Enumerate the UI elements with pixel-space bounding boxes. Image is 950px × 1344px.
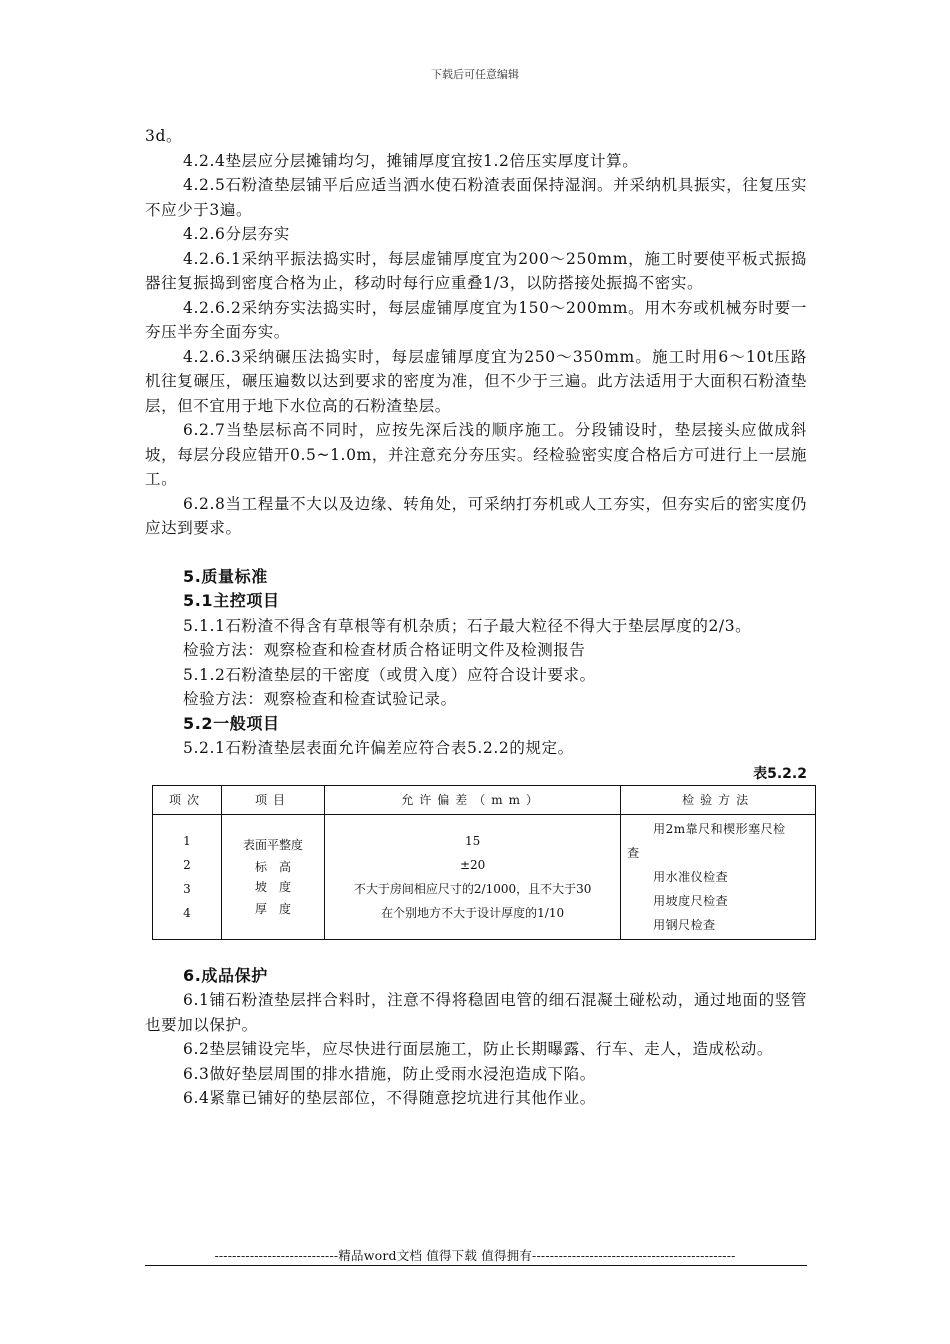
deviation-table	[152, 785, 816, 940]
subsection-heading-main: 5.1主控项目	[183, 591, 280, 610]
row-item: 标 高	[255, 859, 292, 874]
paragraph: 6.3做好垫层周围的排水措施，防止受雨水浸泡造成下陷。	[183, 1064, 596, 1083]
paragraph: 4.2.6.3采纳碾压法捣实时，每层虚铺厚度宜为250～350mm。施工时用6～10t压路机往复碾压，碾压遍数以达到要求的密度为准，但不少于三遍。此方法适用于大面积石粉渣垫层，但不宜用于地下水位高的石粉渣垫层。	[145, 347, 807, 415]
paragraph: 检验方法：观察检查和检查材质合格证明文件及检测报告	[183, 641, 586, 659]
paragraph: 检验方法：观察检查和检查试验记录。	[183, 690, 457, 708]
footer-divider	[145, 1265, 807, 1266]
row-deviation: 不大于房间相应尺寸的2/1000，且不大于30	[353, 881, 592, 896]
row-number: 4	[183, 905, 191, 920]
document-body	[145, 124, 807, 1111]
paragraph: 6.2垫层铺设完毕，应尽快进行面层施工，防止长期曝露、行车、走人，造成松动。	[183, 1040, 773, 1058]
paragraph: 5.1.1石粉渣不得含有草根等有机杂质；石子最大粒径不得大于垫层厚度的2/3。	[183, 616, 752, 635]
row-item: 表面平整度	[243, 837, 304, 852]
section-heading-protection: 6.成品保护	[183, 965, 268, 985]
row-method: 用钢尺检查	[653, 917, 716, 932]
paragraph: 4.2.4垫层应分层摊铺均匀，摊铺厚度宜按1.2倍压实厚度计算。	[183, 151, 639, 170]
paragraph: 4.2.6分层夯实	[183, 225, 290, 243]
table-row	[153, 814, 816, 939]
header-no: 项次	[153, 785, 222, 814]
row-number: 3	[183, 881, 191, 896]
section-heading-quality: 5.质量标准	[183, 566, 268, 586]
paragraph: 4.2.6.1采纳平振法捣实时，每层虚铺厚度宜为200～250mm，施工时要使平板式振捣器往复振捣到密度合格为止，移动时每行应重叠1/3，以防搭接处振捣不密实。	[145, 249, 807, 292]
row-deviation: 在个别地方不大于设计厚度的1/10	[381, 905, 565, 920]
header-item: 项目	[221, 785, 324, 814]
header-method: 检验方法	[621, 785, 816, 814]
row-item: 厚 度	[255, 901, 292, 916]
header-deviation: 允许偏差（mm）	[325, 785, 621, 814]
row-deviation: ±20	[459, 857, 486, 872]
spacer	[145, 541, 807, 565]
row-method: 用水准仪检查	[653, 869, 729, 884]
page-header: 下载后可任意编辑	[431, 68, 519, 81]
row-item: 坡 度	[255, 879, 292, 894]
paragraph: 4.2.5石粉渣垫层铺平后应适当洒水使石粉渣表面保持湿润。并采纳机具振实，往复压实不应少于3遍。	[145, 176, 807, 219]
methods-cell	[621, 814, 816, 939]
row-method: 用坡度尺检查	[653, 893, 729, 908]
row-number: 1	[183, 833, 191, 848]
paragraph: 5.2.1石粉渣垫层表面允许偏差应符合表5.2.2的规定。	[183, 739, 574, 757]
paragraph: 6.1铺石粉渣垫层拌合料时，注意不得将稳固电管的细石混凝土碰松动，通过地面的竖管也要加以保护。	[145, 991, 807, 1034]
items-cell	[221, 814, 324, 939]
paragraph: 4.2.6.2采纳夯实法捣实时，每层虚铺厚度宜为150～200mm。用木夯或机械夯时要一夯压半夯全面夯实。	[145, 298, 807, 341]
row-method: 用2m靠尺和楔形塞尺检	[653, 821, 786, 836]
deviations-cell	[325, 814, 621, 939]
row-number: 2	[183, 857, 191, 872]
paragraph: 3d。	[145, 127, 183, 145]
paragraph: 6.4紧靠已铺好的垫层部位，不得随意挖坑进行其他作业。	[183, 1089, 596, 1107]
table-header-row	[153, 785, 816, 814]
spacer	[145, 940, 807, 964]
page-footer: ----------------------------精品word文档 值得下载 值得拥有----------------------------------------------	[214, 1248, 736, 1263]
paragraph: 6.2.8当工程量不大以及边缘、转角处，可采纳打夯机或人工夯实，但夯实后的密实度仍应达到要求。	[145, 494, 807, 537]
table-caption: 表5.2.2	[753, 765, 807, 782]
paragraph: 6.2.7当垫层标高不同时，应按先深后浅的顺序施工。分段铺设时，垫层接头应做成斜坡，每层分段应错开0.5~1.0m，并注意充分夯压实。经检验密实度合格后方可进行上一层施工。	[145, 421, 807, 488]
row-method: 查	[627, 845, 640, 860]
row-deviation: 15	[465, 833, 481, 848]
paragraph: 5.1.2石粉渣垫层的干密度（或贯入度）应符合设计要求。	[183, 665, 596, 684]
subsection-heading-general: 5.2一般项目	[183, 713, 280, 733]
numbers-cell	[153, 814, 222, 939]
